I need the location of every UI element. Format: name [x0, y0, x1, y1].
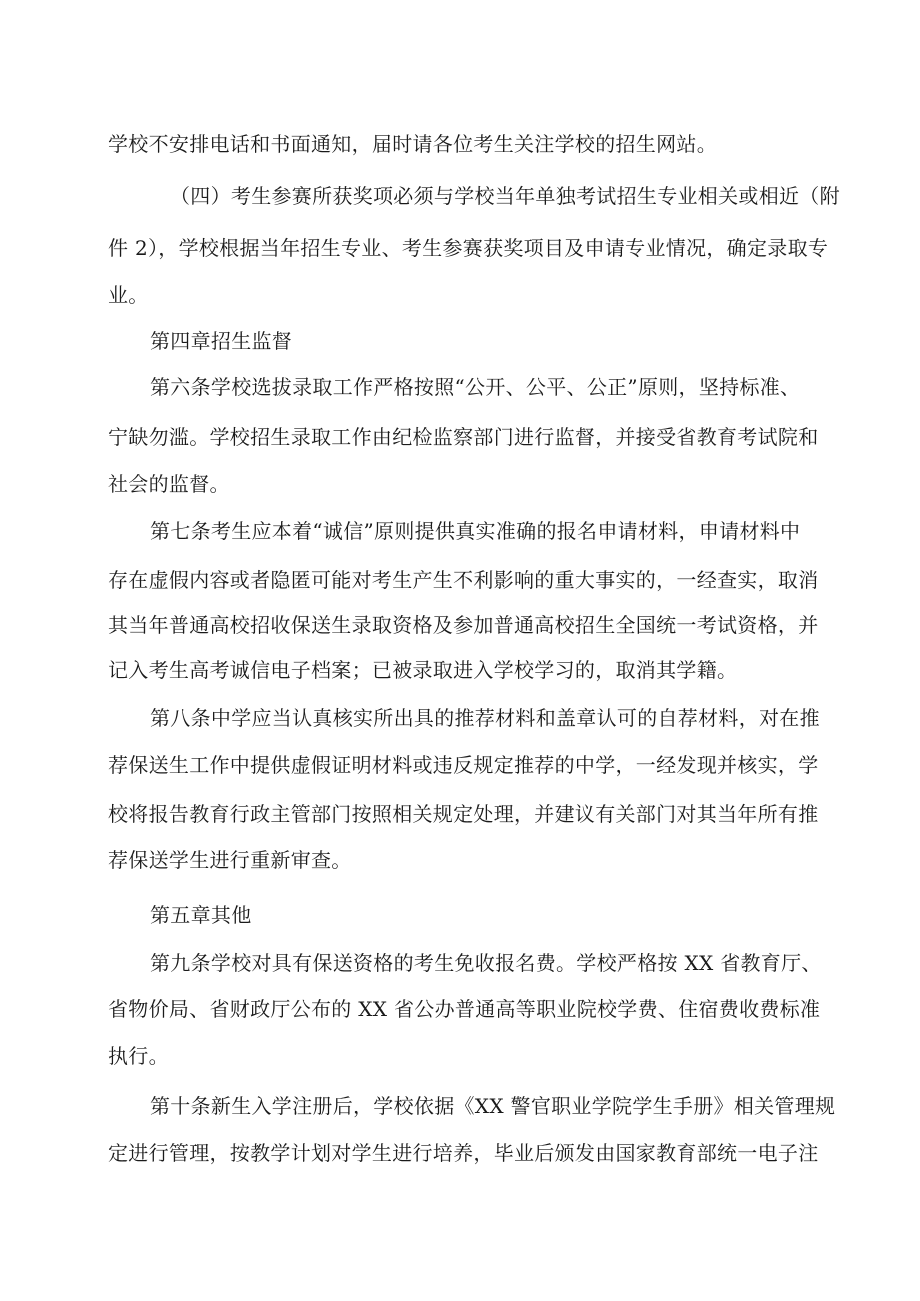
chapter-heading: 第四章招生监督 — [150, 329, 293, 353]
paragraph-line: 荐保送生工作中提供虚假证明材料或违反规定推荐的中学，一经发现并核实，学 — [108, 753, 819, 777]
paragraph-line: 宁缺勿滥。学校招生录取工作由纪检监察部门进行监督，并接受省教育考试院和 — [108, 425, 819, 449]
paragraph-line: 件 2），学校根据当年招生专业、考生参赛获奖项目及申请专业情况，确定录取专 — [108, 236, 829, 260]
paragraph-line: 省物价局、省财政厅公布的 XX 省公办普通高等职业院校学费、住宿费收费标准 — [108, 997, 821, 1021]
paragraph-line: 第七条考生应本着“诚信”原则提供真实准确的报名申请材料，申请材料中 — [150, 519, 801, 543]
paragraph-line: 第九条学校对具有保送资格的考生免收报名费。学校严格按 XX 省教育厅、 — [150, 951, 822, 975]
paragraph-line: 社会的监督。 — [108, 472, 230, 496]
paragraph-line: 荐保送学生进行重新审查。 — [108, 848, 352, 872]
paragraph-line: 记入考生高考诚信电子档案；已被录取进入学校学习的，取消其学籍。 — [108, 658, 738, 682]
paragraph-line: 存在虚假内容或者隐匿可能对考生产生不利影响的重大事实的，一经查实，取消 — [108, 568, 819, 592]
paragraph-line: 其当年普通高校招收保送生录取资格及参加普通高校招生全国统一考试资格，并 — [108, 613, 819, 637]
paragraph-line: 第六条学校选拔录取工作严格按照“公开、公平、公正”原则，坚持标准、 — [150, 375, 801, 399]
chapter-heading: 第五章其他 — [150, 903, 252, 927]
paragraph-line: 第八条中学应当认真核实所出具的推荐材料和盖章认可的自荐材料，对在推 — [150, 706, 820, 730]
paragraph-line: （四）考生参赛所获奖项必须与学校当年单独考试招生专业相关或相近（附 — [170, 184, 840, 208]
paragraph-line: 学校不安排电话和书面通知，届时请各位考生关注学校的招生网站。 — [108, 132, 717, 156]
paragraph-line: 业。 — [108, 283, 149, 307]
paragraph-line: 执行。 — [108, 1044, 169, 1068]
paragraph-line: 第十条新生入学注册后，学校依据《XX 警官职业学院学生手册》相关管理规 — [150, 1094, 836, 1118]
paragraph-line: 定进行管理，按教学计划对学生进行培养，毕业后颁发由国家教育部统一电子注 — [108, 1141, 819, 1165]
paragraph-line: 校将报告教育行政主管部门按照相关规定处理，并建议有关部门对其当年所有推 — [108, 802, 819, 826]
